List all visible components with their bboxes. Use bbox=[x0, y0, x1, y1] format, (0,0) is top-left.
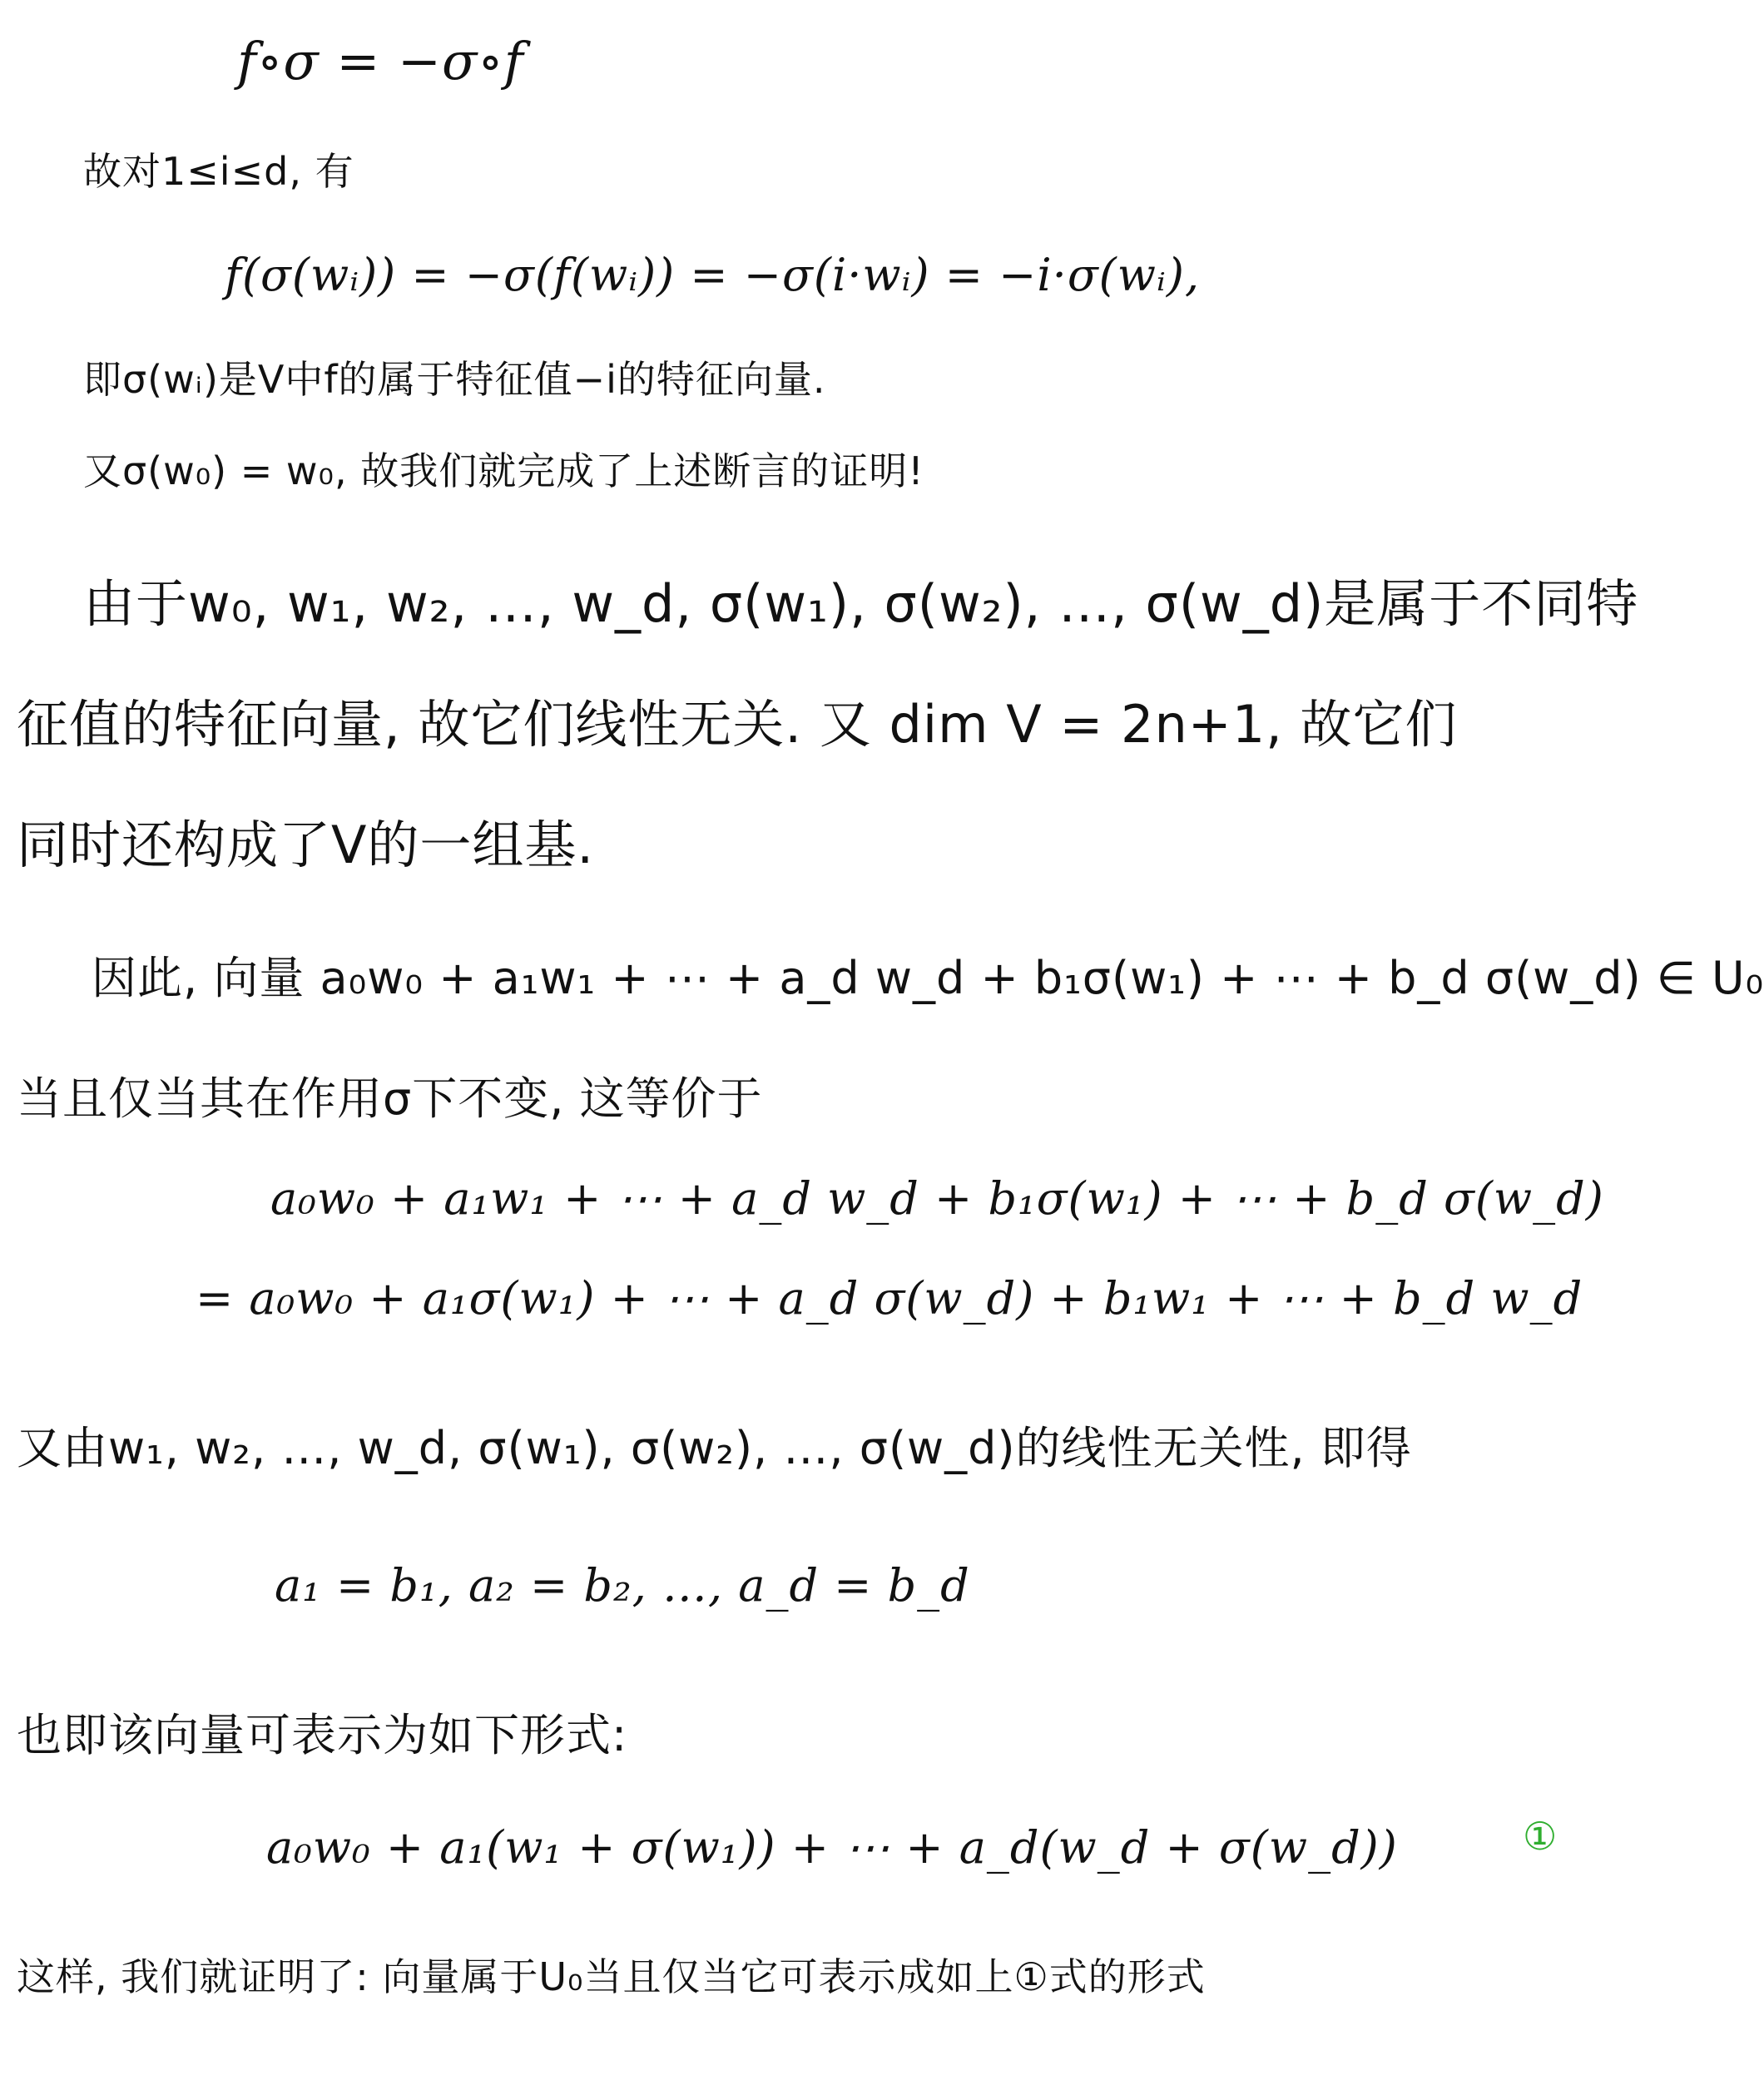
text-final-conclusion: 这样, 我们就证明了: 向量属于U₀当且仅当它可表示成如上①式的形式 bbox=[17, 1954, 1206, 1999]
text-vector-in-U0: 因此, 向量 a₀w₀ + a₁w₁ + ⋯ + a_d w_d + b₁σ(w₁) + ⋯ + b_d σ(w_d) ∈ U₀ bbox=[92, 952, 1764, 1004]
equation-marker-circled-one: ① bbox=[1523, 1814, 1558, 1859]
text-basis-statement: 同时还构成了V的一组基. bbox=[17, 815, 595, 875]
formula-equation-rhs: = a₀w₀ + a₁σ(w₁) + ⋯ + a_d σ(w_d) + b₁w₁ + ⋯ + b_d w_d bbox=[196, 1272, 1583, 1325]
formula-coefficients-equal: a₁ = b₁, a₂ = b₂, …, a_d = b_d bbox=[275, 1559, 970, 1612]
formula-eigenvalue-computation: f(σ(wᵢ)) = −σ(f(wᵢ)) = −σ(i·wᵢ) = −i·σ(wᵢ), bbox=[225, 249, 1201, 301]
text-linear-independence-1: 由于w₀, w₁, w₂, …, w_d, σ(w₁), σ(w₂), …, σ(w_d)是属于不同特 bbox=[83, 573, 1639, 634]
text-for-index-range: 故对1≤i≤d, 有 bbox=[83, 149, 354, 194]
text-vector-form-intro: 也即该向量可表示为如下形式: bbox=[17, 1709, 628, 1761]
text-linear-independence-2: 征值的特征向量, 故它们线性无关. 又 dim V = 2n+1, 故它们 bbox=[17, 694, 1458, 755]
text-proof-complete: 又σ(w₀) = w₀, 故我们就完成了上述断言的证明! bbox=[83, 448, 924, 493]
formula-f-sigma-anticommute: f∘σ = −σ∘f bbox=[237, 31, 524, 92]
formula-equation-lhs: a₀w₀ + a₁w₁ + ⋯ + a_d w_d + b₁σ(w₁) + ⋯ + b_d σ(w_d) bbox=[270, 1172, 1604, 1225]
text-invariance-condition: 当且仅当其在作用σ下不变, 这等价于 bbox=[17, 1072, 763, 1125]
text-eigenvector-statement: 即σ(wᵢ)是V中f的属于特征值−i的特征向量. bbox=[83, 357, 826, 402]
text-independence-conclusion: 又由w₁, w₂, …, w_d, σ(w₁), σ(w₂), …, σ(w_d)的线性无关性, 即得 bbox=[17, 1422, 1412, 1474]
formula-vector-form: a₀w₀ + a₁(w₁ + σ(w₁)) + ⋯ + a_d(w_d + σ(w_d)) bbox=[266, 1821, 1398, 1874]
